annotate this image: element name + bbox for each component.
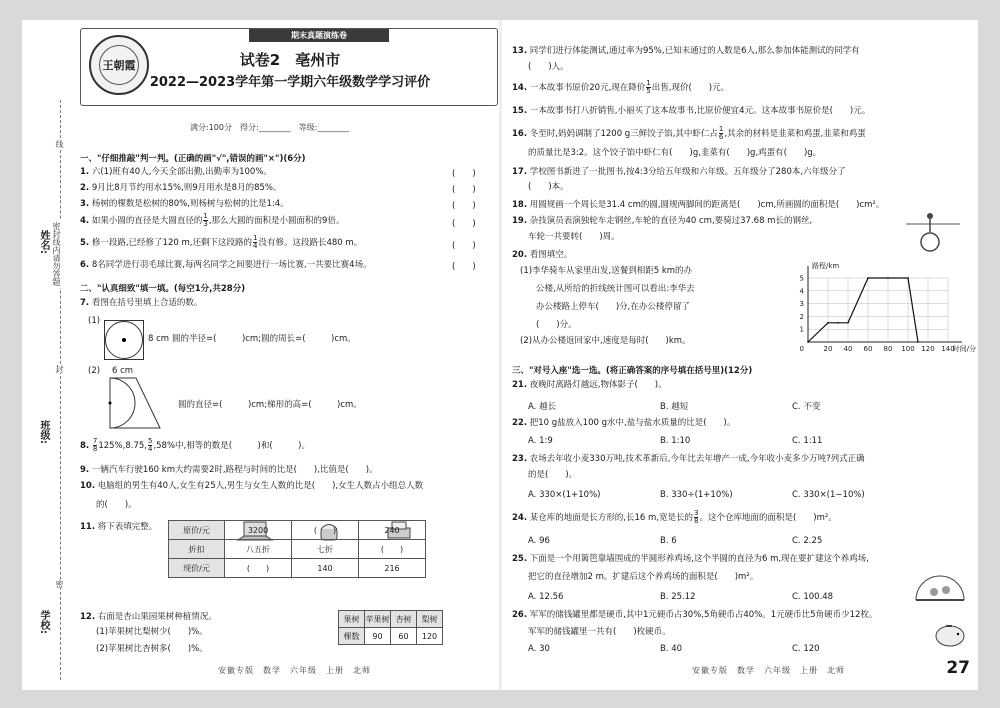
piggy-bank-icon <box>932 622 968 650</box>
q22-option-b[interactable]: B. 1:10 <box>660 436 691 446</box>
q22-num: 22. <box>512 418 528 428</box>
q19-num: 19. <box>512 216 528 226</box>
q25-num: 25. <box>512 554 528 564</box>
q19-text: 杂技演员表演独轮车走钢丝,车轮的直径为40 cm,要骑过37.68 m长的钢丝, <box>529 216 813 226</box>
q16-text-b: ,其余的材料是韭菜和鸡蛋,韭菜和鸡蛋 <box>724 129 866 139</box>
q24-num: 24. <box>512 513 528 523</box>
x-tick-label: 120 <box>921 345 935 353</box>
q14-num: 14. <box>512 83 528 93</box>
q22-text: 把10 g盐放入100 g水中,盐与盐水质量的比是( )。 <box>529 418 736 428</box>
q20-sub1-b: 公楼,从所给的折线统计图可以看出:李华去 <box>536 284 695 294</box>
left-page <box>22 20 502 690</box>
q20-num: 20. <box>512 250 528 260</box>
q3-text: 杨树的棵数是松树的80%,则杨树与松树的比是1:4。 <box>91 199 289 209</box>
exam-title: 试卷2 亳州市 <box>239 51 341 69</box>
q20-sub1-c: 办公楼路上停车( )分,在办公楼停留了 <box>536 302 690 312</box>
x-tick-label: 20 <box>823 345 833 353</box>
q26-num: 26. <box>512 610 528 620</box>
q21-num: 21. <box>512 380 528 390</box>
q13 <box>512 46 860 57</box>
data-point <box>867 277 869 279</box>
q23-option-b[interactable]: B. 330÷(1+10%) <box>660 490 733 500</box>
table-cell[interactable]: ( ) <box>359 540 426 559</box>
q9-text: 一辆汽车行驶160 km大约需要2时,路程与时间的比是( ),比值是( )。 <box>91 465 378 475</box>
q7-1-text: 圆的半径=( )cm;圆的周长=( )cm。 <box>172 334 356 344</box>
q8-num: 8. <box>80 441 90 451</box>
q5-text-a: 修一段路,已经修了120 m,还剩下这段路的 <box>91 238 252 248</box>
section3-title: 三、"对号入座"选一选。(将正确答案的序号填在括号里)(12分) <box>512 366 753 376</box>
q14-frac-top: 1 <box>646 79 651 87</box>
seal-warning: 密封线内请勿答题 <box>52 222 61 286</box>
x-tick-label: 140 <box>941 345 955 353</box>
q18 <box>512 200 884 211</box>
q11-num: 11. <box>80 522 96 532</box>
q9 <box>80 465 378 476</box>
q16-frac-bot: 6 <box>718 133 724 141</box>
circle-center <box>122 338 126 342</box>
q16-text-a: 冬至时,妈妈调制了1200 g三鲜饺子馅,其中虾仁占 <box>529 129 718 139</box>
q24-fraction <box>694 510 698 525</box>
q8-f1-top: 7 <box>92 437 98 445</box>
q26 <box>512 610 877 621</box>
exam-header <box>80 28 498 106</box>
table-cell: 240 <box>359 521 426 540</box>
q23-text: 农场去年收小麦330万吨,技术革新后,今年比去年增产一成,今年收小麦多少万吨?列式正确 <box>529 454 865 464</box>
q25-option-c[interactable]: C. 100.48 <box>792 592 834 602</box>
q3-num: 3. <box>80 199 90 209</box>
banner: 期末真题演练卷 <box>249 29 389 42</box>
q20-sub2: (2)从办公楼返回家中,速度是每时( )km。 <box>520 336 691 346</box>
q7-2-dim: 6 cm <box>112 366 134 376</box>
q5-frac-top: 1 <box>252 234 258 242</box>
q2 <box>80 183 281 194</box>
table-row <box>169 540 426 559</box>
y-tick-label: 3 <box>799 300 804 309</box>
q8-fraction-a <box>93 438 97 453</box>
q8-f2-bot: 4 <box>147 445 153 453</box>
table-cell: 3200 <box>225 521 292 540</box>
chicken-coop-icon <box>912 570 968 604</box>
q6-text: 8名同学进行羽毛球比赛,每两名同学之间要进行一场比赛,一共要比赛4场。 <box>91 260 372 270</box>
logo-text: 王朝霞 <box>99 45 139 85</box>
q10-line2: 的( )。 <box>96 500 137 510</box>
q2-answer[interactable]: ( ) <box>452 185 476 195</box>
right-footer: 安徽专版 数学 六年级 上册 北师 <box>692 666 845 675</box>
q1-text: 六(1)班有40人,今天全部出勤,出勤率为100%。 <box>91 167 272 177</box>
data-point <box>917 341 919 343</box>
q3 <box>80 199 289 210</box>
q25 <box>512 554 869 565</box>
q20-text: 看图填空。 <box>529 250 573 260</box>
exam-sheet <box>22 20 978 690</box>
seal-mark-xian: 线 <box>55 140 64 148</box>
q5-fraction <box>253 235 257 250</box>
q4 <box>80 213 344 228</box>
q25-text: 下面是一个用篱笆靠墙围成的半圆形养鸡场,这个半圆的直径为6 m,现在要扩建这个养鸡场, <box>529 554 869 564</box>
q20 <box>512 250 572 261</box>
table-row <box>339 611 443 628</box>
q21 <box>512 380 667 391</box>
q1-num: 1. <box>80 167 90 177</box>
chart-grid <box>808 266 962 342</box>
q21-option-c[interactable]: C. 不变 <box>792 402 821 412</box>
seal-mark-feng: 封 <box>55 365 64 373</box>
q12-text: 右面是杏山果园果树种植情况。 <box>97 612 217 622</box>
y-tick-label: 4 <box>799 287 804 296</box>
q14 <box>512 80 729 95</box>
q14-text-a: 一本故事书原价20元,现在降价 <box>529 83 646 93</box>
q25-option-b[interactable]: B. 25.12 <box>660 592 696 602</box>
data-point <box>847 322 849 324</box>
q15 <box>512 106 870 117</box>
trapezoid-figure <box>104 376 164 430</box>
series-line <box>808 278 918 342</box>
y-tick-label: 5 <box>799 274 804 283</box>
q13-line2: ( )人。 <box>528 62 569 72</box>
q23-line2: 的是( )。 <box>528 470 578 480</box>
q13-num: 13. <box>512 46 528 56</box>
class-label: 班级: <box>38 420 49 444</box>
x-tick-label: 40 <box>843 345 853 353</box>
q7-1-dim: 8 cm <box>148 334 170 344</box>
q5-text-b: 没有修。这段路长480 m。 <box>258 238 363 248</box>
q26-option-b[interactable]: B. 40 <box>660 644 683 654</box>
page-number: 27 <box>946 658 970 678</box>
q24-option-a[interactable]: A. 96 <box>528 536 550 546</box>
q23-num: 23. <box>512 454 528 464</box>
x-tick-label: 100 <box>901 345 915 353</box>
q25-option-a[interactable]: A. 12.56 <box>528 592 564 602</box>
table-row <box>169 521 426 540</box>
q1-answer[interactable]: ( ) <box>452 169 476 179</box>
q5-frac-bot: 4 <box>252 242 258 250</box>
table-cell: 120 <box>417 628 443 645</box>
q13-text: 同学们进行体能测试,通过率为95%,已知未通过的人数是6人,那么参加体能测试的同学有 <box>529 46 860 56</box>
table-row <box>339 628 443 645</box>
q8-f1-bot: 8 <box>92 445 98 453</box>
unicycle-performer-icon <box>906 210 960 254</box>
q2-num: 2. <box>80 183 90 193</box>
name-label: 姓名: <box>38 230 49 254</box>
q7-1-label: (1) <box>88 316 101 326</box>
q14-fraction <box>646 80 650 95</box>
q20-sub1: (1)李华骑车从家里出发,送餐到相距5 km的办 <box>520 266 693 276</box>
q16-line2: 的质量比是3:2。这个饺子馅中虾仁有( )g,韭菜有( )g,鸡蛋有( )g。 <box>528 148 822 158</box>
section1-title: 一、"仔细推敲"判一判。(正确的画"√",错误的画"×")(6分) <box>80 154 306 164</box>
left-footer: 安徽专版 数学 六年级 上册 北师 <box>218 666 371 675</box>
q12-sub2: (2)苹果树比杏树多( )%。 <box>96 644 208 654</box>
seal-line <box>60 100 61 680</box>
q15-num: 15. <box>512 106 528 116</box>
q22 <box>512 418 735 429</box>
table-cell: 140 <box>292 559 359 578</box>
q26-option-c[interactable]: C. 120 <box>792 644 820 654</box>
q7-2-text: 圆的直径=( )cm;梯形的高=( )cm。 <box>178 400 362 410</box>
q20-sub1-d: ( )分。 <box>536 320 577 330</box>
q5-num: 5. <box>80 238 90 248</box>
q21-option-a[interactable]: A. 越长 <box>528 402 557 412</box>
table-header-cell: 现价/元 <box>169 559 225 578</box>
q2-text: 9月比8月节约用水15%,则9月用水是8月的85%。 <box>91 183 282 193</box>
q16-num: 16. <box>512 129 528 139</box>
table-row <box>169 559 426 578</box>
q8-f2-top: 5 <box>147 437 153 445</box>
q26-option-a[interactable]: A. 30 <box>528 644 550 654</box>
q10-text: 电脑组的男生有40人,女生有25人,男生与女生人数的比是( ),女生人数占小组总人数 <box>97 481 424 491</box>
q7 <box>80 298 202 309</box>
q4-text-a: 如果小圆的直径是大圆直径的 <box>91 216 203 226</box>
q17 <box>512 167 846 178</box>
y-axis-label: 路程/km <box>812 262 840 270</box>
orchard-table <box>338 610 443 645</box>
section2-title: 二、"认真细致"填一填。(每空1分,共28分) <box>80 284 246 294</box>
q22-option-c[interactable]: C. 1:11 <box>792 436 823 446</box>
q24-text-a: 某仓库的地面是长方形的,长16 m,宽是长的 <box>529 513 693 523</box>
q12-sub1: (1)苹果树比梨树少( )%。 <box>96 627 208 637</box>
q4-text-b: ,那么大圆的面积是小圆面积的9倍。 <box>208 216 345 226</box>
q7-2-label: (2) <box>88 366 101 376</box>
q24-frac-top: 3 <box>693 509 699 517</box>
data-point <box>827 322 829 324</box>
q24 <box>512 510 837 525</box>
q15-text: 一本故事书打八折销售,小丽买了这本故事书,比原价便宜4元。这本故事书原价是( )元。 <box>529 106 871 116</box>
y-tick-label: 1 <box>799 325 804 334</box>
table-cell: 60 <box>391 628 417 645</box>
seal-mark-mi: 密 <box>55 580 64 588</box>
x-axis-label: 时间/分 <box>952 345 976 353</box>
x-tick-label: 60 <box>863 345 873 353</box>
q4-num: 4. <box>80 216 90 226</box>
q10-num: 10. <box>80 481 96 491</box>
q6-num: 6. <box>80 260 90 270</box>
origin-label: 0 <box>799 345 804 353</box>
q4-frac-bot: 3 <box>203 220 208 228</box>
q6-answer[interactable]: ( ) <box>452 262 476 272</box>
q24-option-b[interactable]: B. 6 <box>660 536 677 546</box>
q17-text: 学校图书新进了一批图书,按4:3分给五年级和六年级。五年级分了280本,六年级分了 <box>529 167 846 177</box>
q14-text-b: 出售,现价( )元。 <box>651 83 730 93</box>
q16-fraction <box>719 126 723 141</box>
table-cell[interactable]: ( ) <box>292 521 359 540</box>
distance-time-chart <box>786 260 976 360</box>
q10 <box>80 481 423 492</box>
q4-frac-top: 1 <box>203 212 208 220</box>
q8 <box>80 438 310 453</box>
data-point <box>837 322 839 324</box>
price-table <box>168 520 426 578</box>
q26-line2: 军军的储钱罐里一共有( )枚硬币。 <box>528 627 671 637</box>
score-line: 满分:100分 得分:________ 等级:________ <box>190 123 350 132</box>
q14-frac-bot: 5 <box>646 87 651 95</box>
q9-num: 9. <box>80 465 90 475</box>
q23-option-a[interactable]: A. 330×(1+10%) <box>528 490 601 500</box>
q17-num: 17. <box>512 167 528 177</box>
table-cell: 棵数 <box>339 628 365 645</box>
q7-num: 7. <box>80 298 90 308</box>
q26-text: 军军的储钱罐里都是硬币,其中1元硬币占30%,5角硬币占40%。1元硬币比5角硬币少12枚。 <box>529 610 878 620</box>
q8-fraction-b <box>148 438 152 453</box>
q16-frac-top: 1 <box>718 125 724 133</box>
table-cell: 八五折 <box>225 540 292 559</box>
table-header-cell: 折扣 <box>169 540 225 559</box>
q5-answer[interactable]: ( ) <box>452 241 476 251</box>
q24-option-c[interactable]: C. 2.25 <box>792 536 823 546</box>
q6 <box>80 260 372 271</box>
table-header-cell: 原价/元 <box>169 521 225 540</box>
table-header-cell: 果树 <box>339 611 365 628</box>
q21-text: 夜晚时离路灯越远,物体影子( )。 <box>529 380 667 390</box>
q7-text: 看图在括号里填上合适的数。 <box>91 298 203 308</box>
table-header-cell: 梨树 <box>417 611 443 628</box>
exam-subtitle: 2022—2023学年第一学期六年级数学学习评价 <box>149 75 431 90</box>
x-tick-label: 80 <box>883 345 893 353</box>
school-label: 学校: <box>38 610 49 634</box>
q22-option-a[interactable]: A. 1:9 <box>528 436 553 446</box>
q24-frac-bot: 8 <box>693 517 699 525</box>
q12-num: 12. <box>80 612 96 622</box>
q12 <box>80 612 217 623</box>
square-circle-figure <box>104 320 144 360</box>
q8-text-b: ,58%中,相等的数是( )和( )。 <box>153 441 311 451</box>
chart-line-layer <box>807 277 919 343</box>
q8-text: 125%,8.75, <box>98 441 147 451</box>
q16 <box>512 126 866 141</box>
q11-text: 将下表填完整。 <box>97 522 158 532</box>
q24-text-b: 。这个仓库地面的面积是( )m²。 <box>699 513 837 523</box>
q21-option-b[interactable]: B. 越短 <box>660 402 689 412</box>
data-point <box>887 277 889 279</box>
q25-line2: 把它的直径增加2 m。扩建后这个养鸡场的面积是( )m²。 <box>528 572 759 582</box>
q17-line2: ( )本。 <box>528 182 569 192</box>
q1 <box>80 167 272 178</box>
q4-answer[interactable]: ( ) <box>452 219 476 229</box>
q19-line2: 车轮一共要转( )周。 <box>528 232 620 242</box>
q3-answer[interactable]: ( ) <box>452 201 476 211</box>
right-page <box>502 20 978 690</box>
q23 <box>512 454 865 465</box>
q19 <box>512 216 812 227</box>
table-cell[interactable]: ( ) <box>225 559 292 578</box>
table-cell: 216 <box>359 559 426 578</box>
table-cell: 七折 <box>292 540 359 559</box>
q4-fraction <box>203 213 207 228</box>
table-cell: 90 <box>365 628 391 645</box>
q23-option-c[interactable]: C. 330×(1−10%) <box>792 490 865 500</box>
q11 <box>80 522 157 533</box>
q18-text: 用圆规画一个周长是31.4 cm的圆,圆规两脚间的距离是( )cm,所画圆的面积是( )cm²。 <box>529 200 885 210</box>
table-header-cell: 苹果树 <box>365 611 391 628</box>
table-header-cell: 杏树 <box>391 611 417 628</box>
q5 <box>80 235 362 250</box>
data-point <box>907 277 909 279</box>
y-tick-label: 2 <box>799 312 804 321</box>
q18-num: 18. <box>512 200 528 210</box>
data-point <box>807 341 809 343</box>
